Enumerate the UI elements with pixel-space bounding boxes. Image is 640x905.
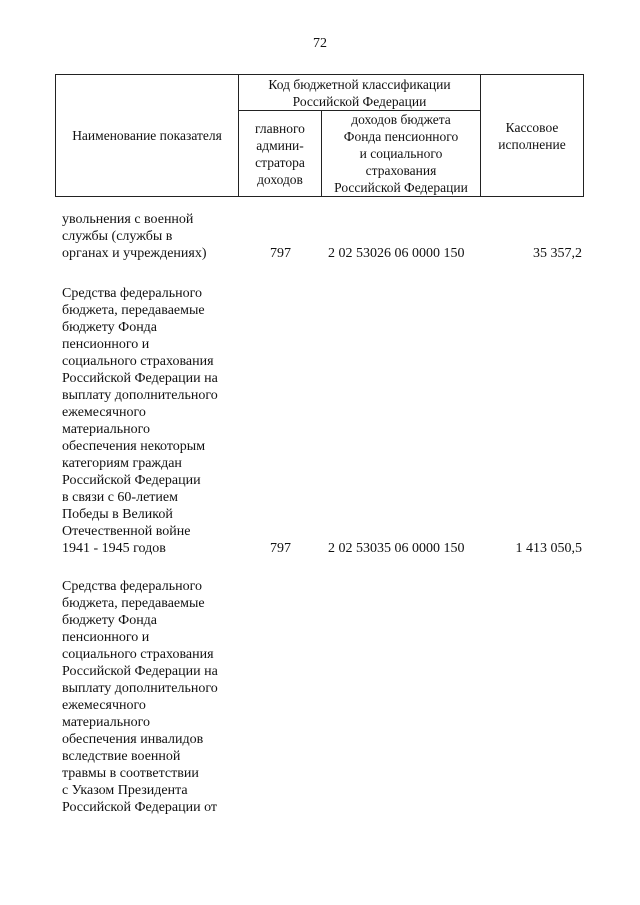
amount: 35 357,2 bbox=[533, 246, 582, 261]
revenue-code: 2 02 53026 06 0000 150 bbox=[328, 246, 465, 261]
header-admin-column: главного админи- стратора доходов bbox=[239, 111, 322, 197]
header-code-group-line2: Российской Федерации bbox=[292, 93, 427, 109]
amount: 1 413 050,5 bbox=[515, 541, 582, 556]
header-revenue-column: доходов бюджета Фонда пенсионного и социального страхования Российской Федерации bbox=[322, 111, 481, 197]
header-cash-column: Кассовое исполнение bbox=[481, 75, 584, 197]
admin-code: 797 bbox=[270, 246, 291, 261]
table-header bbox=[55, 74, 584, 197]
row-name: Средства федерального бюджета, передаваемые бюджету Фонда пенсионного и социального страхования Российской Федерации на выплату дополнительного ежемесячного материального обеспечения инвалидов вследствие военной травмы в соответствии с Указом Президента Российской Федерации от bbox=[62, 579, 218, 815]
revenue-code: 2 02 53035 06 0000 150 bbox=[328, 541, 465, 556]
row-name: Средства федерального бюджета, передаваемые бюджету Фонда пенсионного и социального страхования Российской Федерации на выплату дополнительного ежемесячного материального обеспечения некоторым категориям граждан Российской Федерации в связи с 60-летием Победы в Великой Отечественной войне 1941 - 1945 годов bbox=[62, 286, 218, 556]
header-code-group-line1: Код бюджетной классификации bbox=[268, 76, 451, 92]
admin-code: 797 bbox=[270, 541, 291, 556]
page-number: 72 bbox=[313, 36, 327, 51]
header-code-group bbox=[239, 75, 481, 111]
row-name: увольнения с военной службы (службы в органах и учреждениях) bbox=[62, 212, 207, 261]
header-name-column: Наименование показателя bbox=[56, 75, 239, 197]
